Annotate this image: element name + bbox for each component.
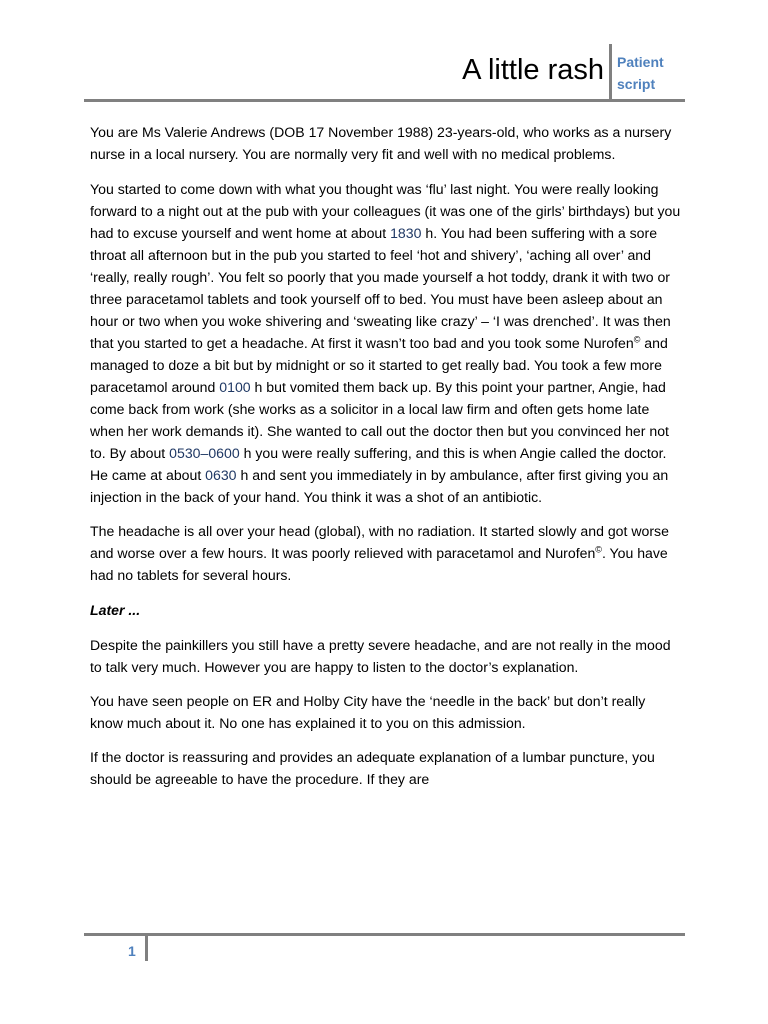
text-span: You are Ms Valerie Andrews (DOB: [90, 124, 309, 140]
time-value: 0100: [219, 378, 251, 395]
text-span: ) 23-years-old, who works as a nursery nurse in a local nursery. You are normally very fit and well with no medical problems.: [90, 124, 672, 162]
time-value: 0530–0600: [169, 444, 240, 461]
date-of-birth: 17 November 1988: [308, 124, 429, 140]
text-span: You started to come down with what you thought was ‘flu’ last night. You were really looking forward to a night out at the pub with your colleagues (it was one of the girls’ birthdays) but you had to excuse yourself and went home at about: [90, 180, 681, 241]
text-span: h and sent you immediately in by ambulance, after first giving you an injection in the back of your hand. You think it was a shot of an antibiotic.: [90, 466, 669, 505]
paragraph-procedure: If the doctor is reassuring and provides an adequate explanation of a lumbar puncture, you should be agreeable to have the procedure. If they are: [90, 749, 655, 787]
page-number: 1: [128, 943, 136, 959]
text-span: . You have had no tablets for several hours.: [90, 545, 668, 583]
footer-rule: [84, 933, 685, 936]
copyright-mark: ©: [633, 333, 641, 344]
document-body: [90, 121, 682, 803]
paragraph-intro: [90, 121, 682, 165]
paragraph-history: [90, 178, 682, 508]
footer-divider-vertical: [145, 936, 148, 961]
paragraph-headache: [90, 520, 682, 586]
header-rule: [84, 99, 685, 102]
text-span: h. You had been suffering with a sore throat all afternoon but in the pub you started to feel ‘hot and shivery’, ‘aching all over’ and ‘really, really rough’. You felt so poorly that you made yourself a hot toddy, drank it with two or three paracetamol tablets and took yourself off to bed. You must have been asleep about an hour or two when you woke shivering and ‘sweating like crazy’ – ‘I was drenched’. It was then that you started to get a headache. At first it wasn’t too bad and you took some Nurofen: [90, 224, 671, 351]
text-span: and managed to doze a bit but by midnight or so it started to get really bad. You took a few more paracetamol around: [90, 334, 668, 395]
paragraph-later: Despite the painkillers you still have a pretty severe headache, and are not really in the mood to talk very much. However you are happy to listen to the doctor’s explanation.: [90, 636, 671, 675]
paragraph-knowledge: You have seen people on ER and Holby City have the ‘needle in the back’ but don’t really know much about it. No one has explained it to you on this admission.: [90, 693, 646, 731]
time-value: 1830: [390, 224, 422, 241]
script-type-label-line1: Patient: [617, 54, 664, 70]
text-span: h you were really suffering, and this is when Angie called the doctor. He came at about: [90, 444, 667, 483]
time-value: 0630: [205, 466, 237, 483]
document-title: A little rash: [462, 54, 604, 86]
text-span: The headache is all over your head (global), with no radiation. It started slowly and got worse and worse over a few hours. It was poorly relieved with paracetamol and Nurofen: [90, 523, 669, 561]
copyright-mark: ©: [595, 544, 602, 555]
header-divider-vertical: [609, 44, 612, 101]
script-type-label: [617, 51, 664, 95]
script-type-label-line2: script: [617, 76, 656, 92]
later-heading: Later ...: [90, 601, 141, 618]
text-span: h but vomited them back up. By this point your partner, Angie, had come back from work (she works as a solicitor in a local law firm and often gets home late when her work demands it). She wanted to call out the doctor then but you convinced her not to. By about: [90, 378, 669, 461]
